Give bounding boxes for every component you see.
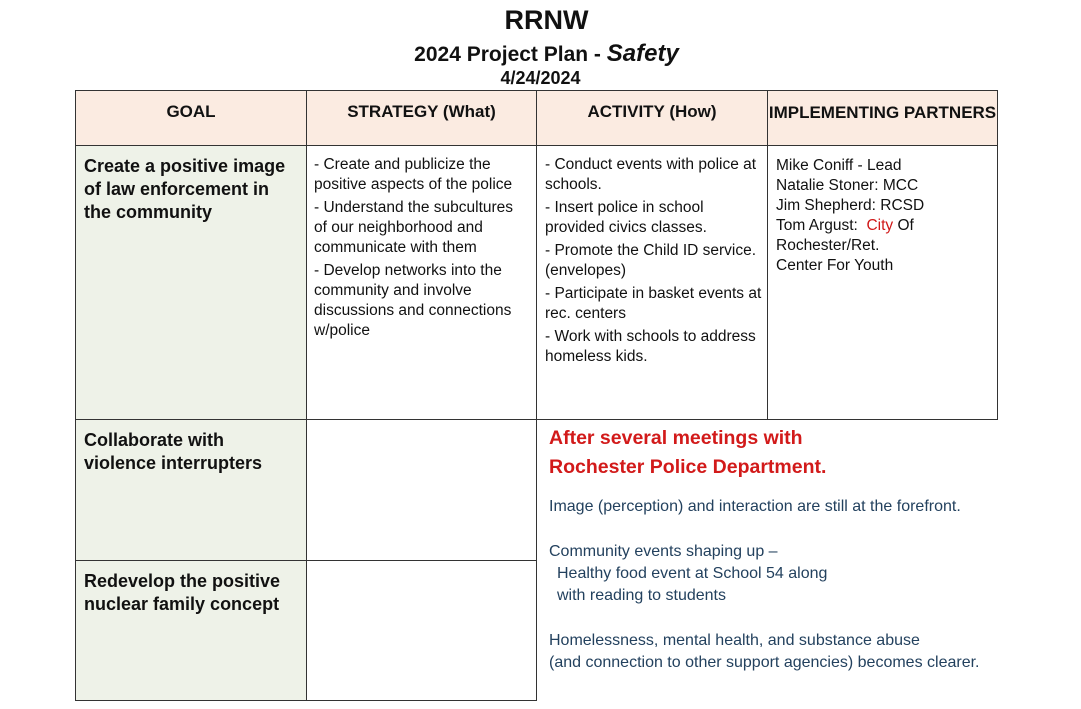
- goal-text-2: Collaborate with violence interrupters: [84, 430, 263, 473]
- update-note-homelessness: Homelessness, mental health, and substance abuse (and connection to other support agencies) becomes clearer.: [549, 632, 980, 671]
- activity-item: - Promote the Child ID service. (envelopes): [545, 242, 757, 279]
- strategy-list-1: [314, 155, 530, 344]
- update-note-perception: Image (perception) and interaction are still at the forefront.: [549, 498, 961, 515]
- column-header-strategy: STRATEGY (What): [306, 90, 537, 146]
- plan-subtitle: 2024 Project Plan - Safety: [414, 40, 679, 67]
- partner-highlight: City: [866, 217, 894, 234]
- update-headline: After several meetings with Rochester Police Department.: [549, 427, 827, 478]
- activity-item: - Insert police in school provided civics classes.: [545, 199, 707, 236]
- activity-item: - Participate in basket events at rec. centers: [545, 285, 762, 322]
- strategy-item: - Develop networks into the community and involve discussions and connections w/police: [314, 262, 512, 339]
- column-header-partners: IMPLEMENTING PARTNERS: [767, 90, 998, 146]
- partner-line: Mike Coniff - Lead: [776, 157, 902, 174]
- partner-line: Center For Youth: [776, 257, 894, 274]
- goal-text-1: Create a positive image of law enforcement in the community: [84, 156, 286, 222]
- partner-line: Jim Shepherd: RCSD: [776, 197, 925, 214]
- partners-list-1: [776, 156, 924, 276]
- column-header-activity: ACTIVITY (How): [536, 90, 768, 146]
- goal-text-3: Redevelop the positive nuclear family concept: [84, 571, 281, 614]
- partner-line: Natalie Stoner: MCC: [776, 177, 919, 194]
- strategy-item: - Understand the subcultures of our neighborhood and communicate with them: [314, 199, 514, 256]
- activity-list-1: [545, 155, 763, 370]
- activity-item: - Conduct events with police at schools.: [545, 156, 757, 193]
- document-title: RRNW: [504, 5, 589, 35]
- strategy-item: - Create and publicize the positive aspects of the police: [314, 156, 513, 193]
- strategy-cell-3: [306, 560, 537, 701]
- activity-item: - Work with schools to address homeless kids.: [545, 328, 756, 365]
- partner-line: Tom Argust: City Of: [776, 217, 914, 234]
- strategy-cell-2: [306, 419, 537, 561]
- plan-date: 4/24/2024: [500, 68, 581, 88]
- column-header-goal: GOAL: [75, 90, 307, 146]
- plan-topic: Safety: [606, 40, 679, 67]
- update-note-events: Community events shaping up – Healthy food event at School 54 along with reading to students: [549, 543, 828, 604]
- partner-line: Rochester/Ret.: [776, 237, 880, 254]
